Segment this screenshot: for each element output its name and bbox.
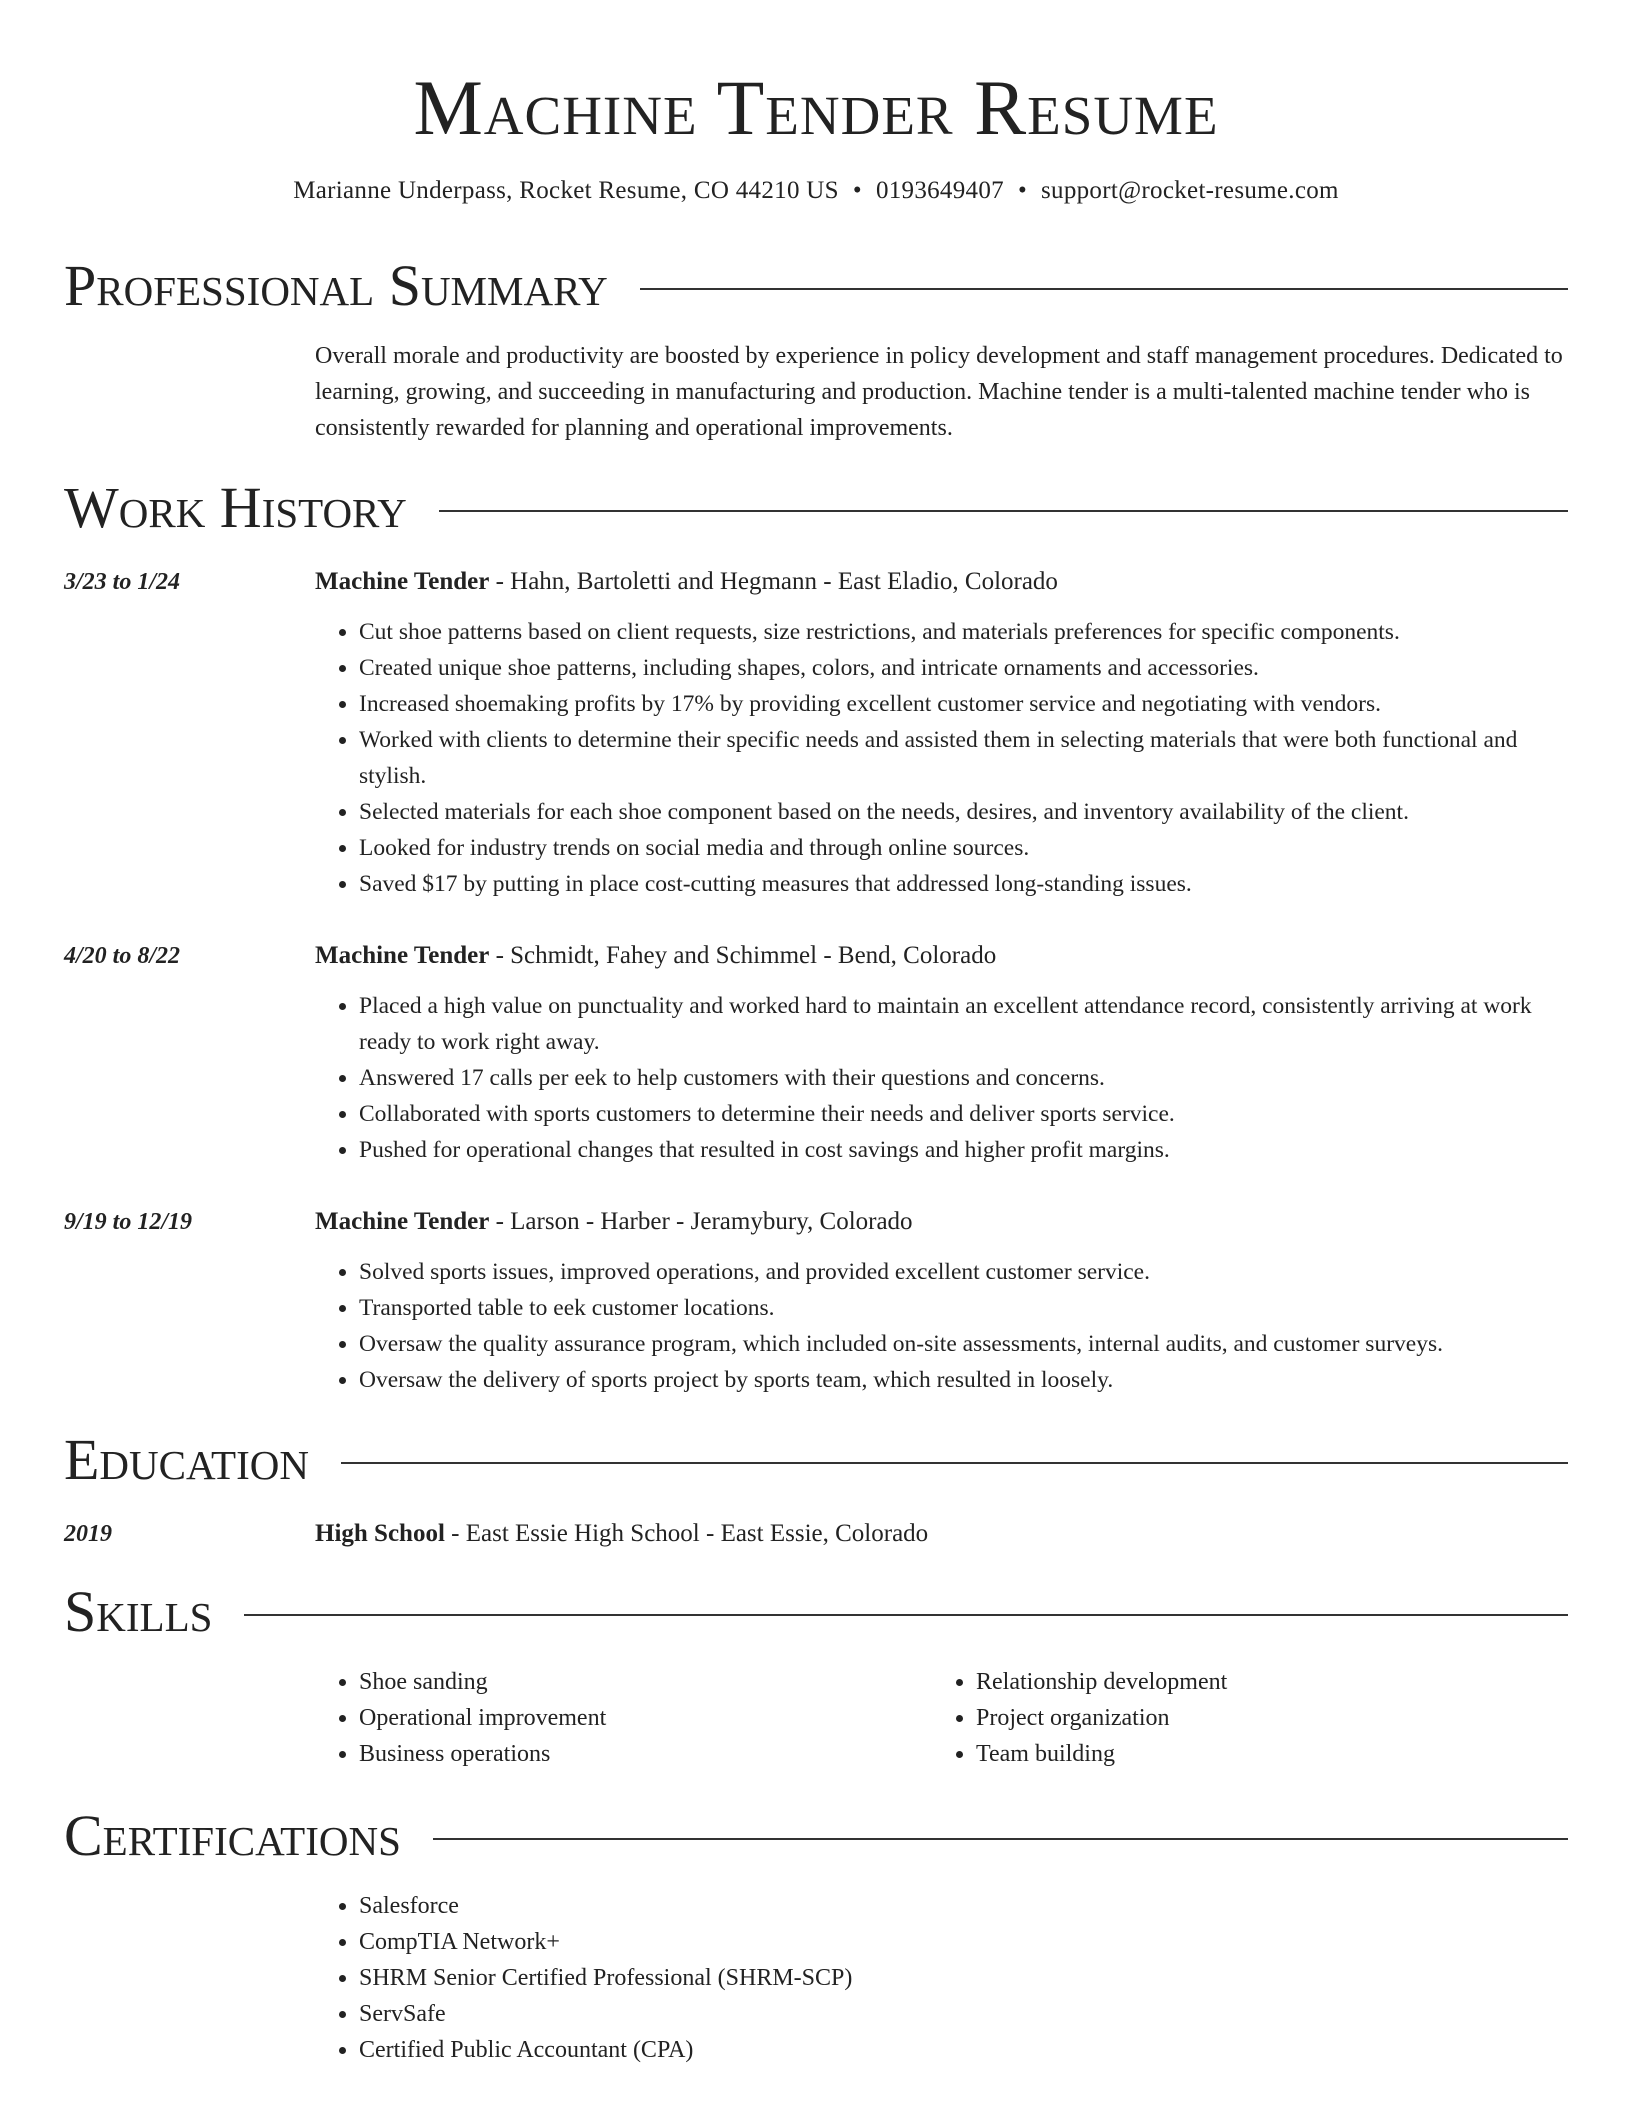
- list-item: • Looked for industry trends on social media and through online sources.: [359, 830, 1568, 866]
- resume-page: [64, 0, 1568, 2068]
- section-divider: [341, 1462, 1568, 1464]
- list-item: • Pushed for operational changes that resulted in cost savings and higher profit margins.: [359, 1132, 1568, 1168]
- section-divider: [433, 1838, 1568, 1840]
- skill-item: • Project organization: [976, 1700, 1549, 1736]
- certification-item: • ServSafe: [359, 1996, 1568, 2032]
- section-divider: [640, 288, 1568, 290]
- certifications-heading: Certifications: [64, 1803, 401, 1868]
- list-item: • Cut shoe patterns based on client requests, size restrictions, and materials preferences for specific components.: [359, 614, 1568, 650]
- list-item: • Collaborated with sports customers to determine their needs and deliver sports service.: [359, 1096, 1568, 1132]
- list-item: • Increased shoemaking profits by 17% by providing excellent customer service and negotiating with vendors.: [359, 686, 1568, 722]
- job-role: Machine Tender: [315, 942, 490, 969]
- contact-separator: •: [852, 177, 862, 204]
- contact-address: Marianne Underpass, Rocket Resume, CO 44210 US: [293, 177, 839, 204]
- certification-item: • SHRM Senior Certified Professional (SHRM-SCP): [359, 1960, 1568, 1996]
- skills-heading: Skills: [64, 1579, 213, 1644]
- certifications-section-header: [64, 1798, 1568, 1874]
- skills-grid: [315, 1664, 1568, 1772]
- list-item: • Selected materials for each shoe component based on the needs, desires, and inventory availability of the client.: [359, 794, 1568, 830]
- list-item: • Saved $17 by putting in place cost-cutting measures that addressed long-standing issues.: [359, 866, 1568, 902]
- job-bullets: [315, 614, 1568, 902]
- skill-item: • Business operations: [359, 1736, 932, 1772]
- job-dates: 3/23 to 1/24: [64, 569, 181, 595]
- job-role: Machine Tender: [315, 568, 490, 595]
- summary-section-header: [64, 248, 1568, 324]
- skills-list-left: [315, 1664, 932, 1772]
- summary-heading: Professional Summary: [64, 253, 608, 318]
- job-bullets: [315, 1254, 1568, 1398]
- job-entry: [64, 564, 1568, 902]
- job-details: - Larson - Harber - Jeramybury, Colorado: [489, 1208, 913, 1235]
- page-title: Machine Tender Resume: [413, 64, 1219, 151]
- education-title: [315, 1516, 1568, 1552]
- skill-item: • Relationship development: [976, 1664, 1549, 1700]
- education-heading: Education: [64, 1427, 309, 1492]
- job-entry: [64, 938, 1568, 1168]
- list-item: • Answered 17 calls per eek to help customers with their questions and concerns.: [359, 1060, 1568, 1096]
- education-year: 2019: [64, 1521, 112, 1547]
- certification-item: • Salesforce: [359, 1888, 1568, 1924]
- list-item: • Created unique shoe patterns, including shapes, colors, and intricate ornaments and accessories.: [359, 650, 1568, 686]
- skills-row: [64, 1650, 1568, 1772]
- summary-row: [64, 338, 1568, 446]
- skills-list-right: [932, 1664, 1549, 1772]
- list-item: • Solved sports issues, improved operations, and provided excellent customer service.: [359, 1254, 1568, 1290]
- job-details: - Schmidt, Fahey and Schimmel - Bend, Colorado: [489, 942, 997, 969]
- certification-item: • Certified Public Accountant (CPA): [359, 2032, 1568, 2068]
- list-item: • Oversaw the delivery of sports project by sports team, which resulted in loosely.: [359, 1362, 1568, 1398]
- certifications-list: [315, 1888, 1568, 2068]
- work-heading: Work History: [64, 475, 407, 540]
- list-item: • Transported table to eek customer locations.: [359, 1290, 1568, 1326]
- job-details: - Hahn, Bartoletti and Hegmann - East Eladio, Colorado: [489, 568, 1058, 595]
- section-divider: [244, 1614, 1568, 1616]
- skill-item: • Operational improvement: [359, 1700, 932, 1736]
- job-bullets: [315, 988, 1568, 1168]
- list-item: • Oversaw the quality assurance program, which included on-site assessments, internal audits, and customer surveys.: [359, 1326, 1568, 1362]
- contact-email: support@rocket-resume.com: [1041, 177, 1339, 204]
- list-item: • Worked with clients to determine their specific needs and assisted them in selecting materials that were both functional and stylish.: [359, 722, 1568, 794]
- education-entry: [64, 1516, 1568, 1552]
- certification-item: • CompTIA Network+: [359, 1924, 1568, 1960]
- education-details: - East Essie High School - East Essie, Colorado: [444, 1520, 929, 1547]
- education-section-header: [64, 1422, 1568, 1498]
- skill-item: • Team building: [976, 1736, 1549, 1772]
- certifications-row: [64, 1874, 1568, 2068]
- section-divider: [439, 510, 1568, 512]
- job-title: [315, 938, 1568, 974]
- summary-text: Overall morale and productivity are boosted by experience in policy development and staff management procedures. Dedicated to learning, growing, and succeeding in manufacturing and production. Machine tender is a multi-talented machine tender who is consistently rewarded for planning and operational improvements.: [315, 343, 1563, 441]
- job-role: Machine Tender: [315, 1208, 490, 1235]
- job-title: [315, 564, 1568, 600]
- summary-date-column: [64, 338, 315, 446]
- job-dates: 9/19 to 12/19: [64, 1209, 193, 1235]
- education-degree: High School: [315, 1520, 445, 1547]
- contact-phone: 0193649407: [875, 177, 1004, 204]
- list-item: • Placed a high value on punctuality and worked hard to maintain an excellent attendance record, consistently arriving at work ready to work right away.: [359, 988, 1568, 1060]
- skills-section-header: [64, 1574, 1568, 1650]
- job-entry: [64, 1204, 1568, 1398]
- job-dates: 4/20 to 8/22: [64, 943, 181, 969]
- contact-line: [64, 174, 1568, 208]
- contact-separator: •: [1017, 177, 1027, 204]
- work-section-header: [64, 470, 1568, 546]
- skill-item: • Shoe sanding: [359, 1664, 932, 1700]
- job-title: [315, 1204, 1568, 1240]
